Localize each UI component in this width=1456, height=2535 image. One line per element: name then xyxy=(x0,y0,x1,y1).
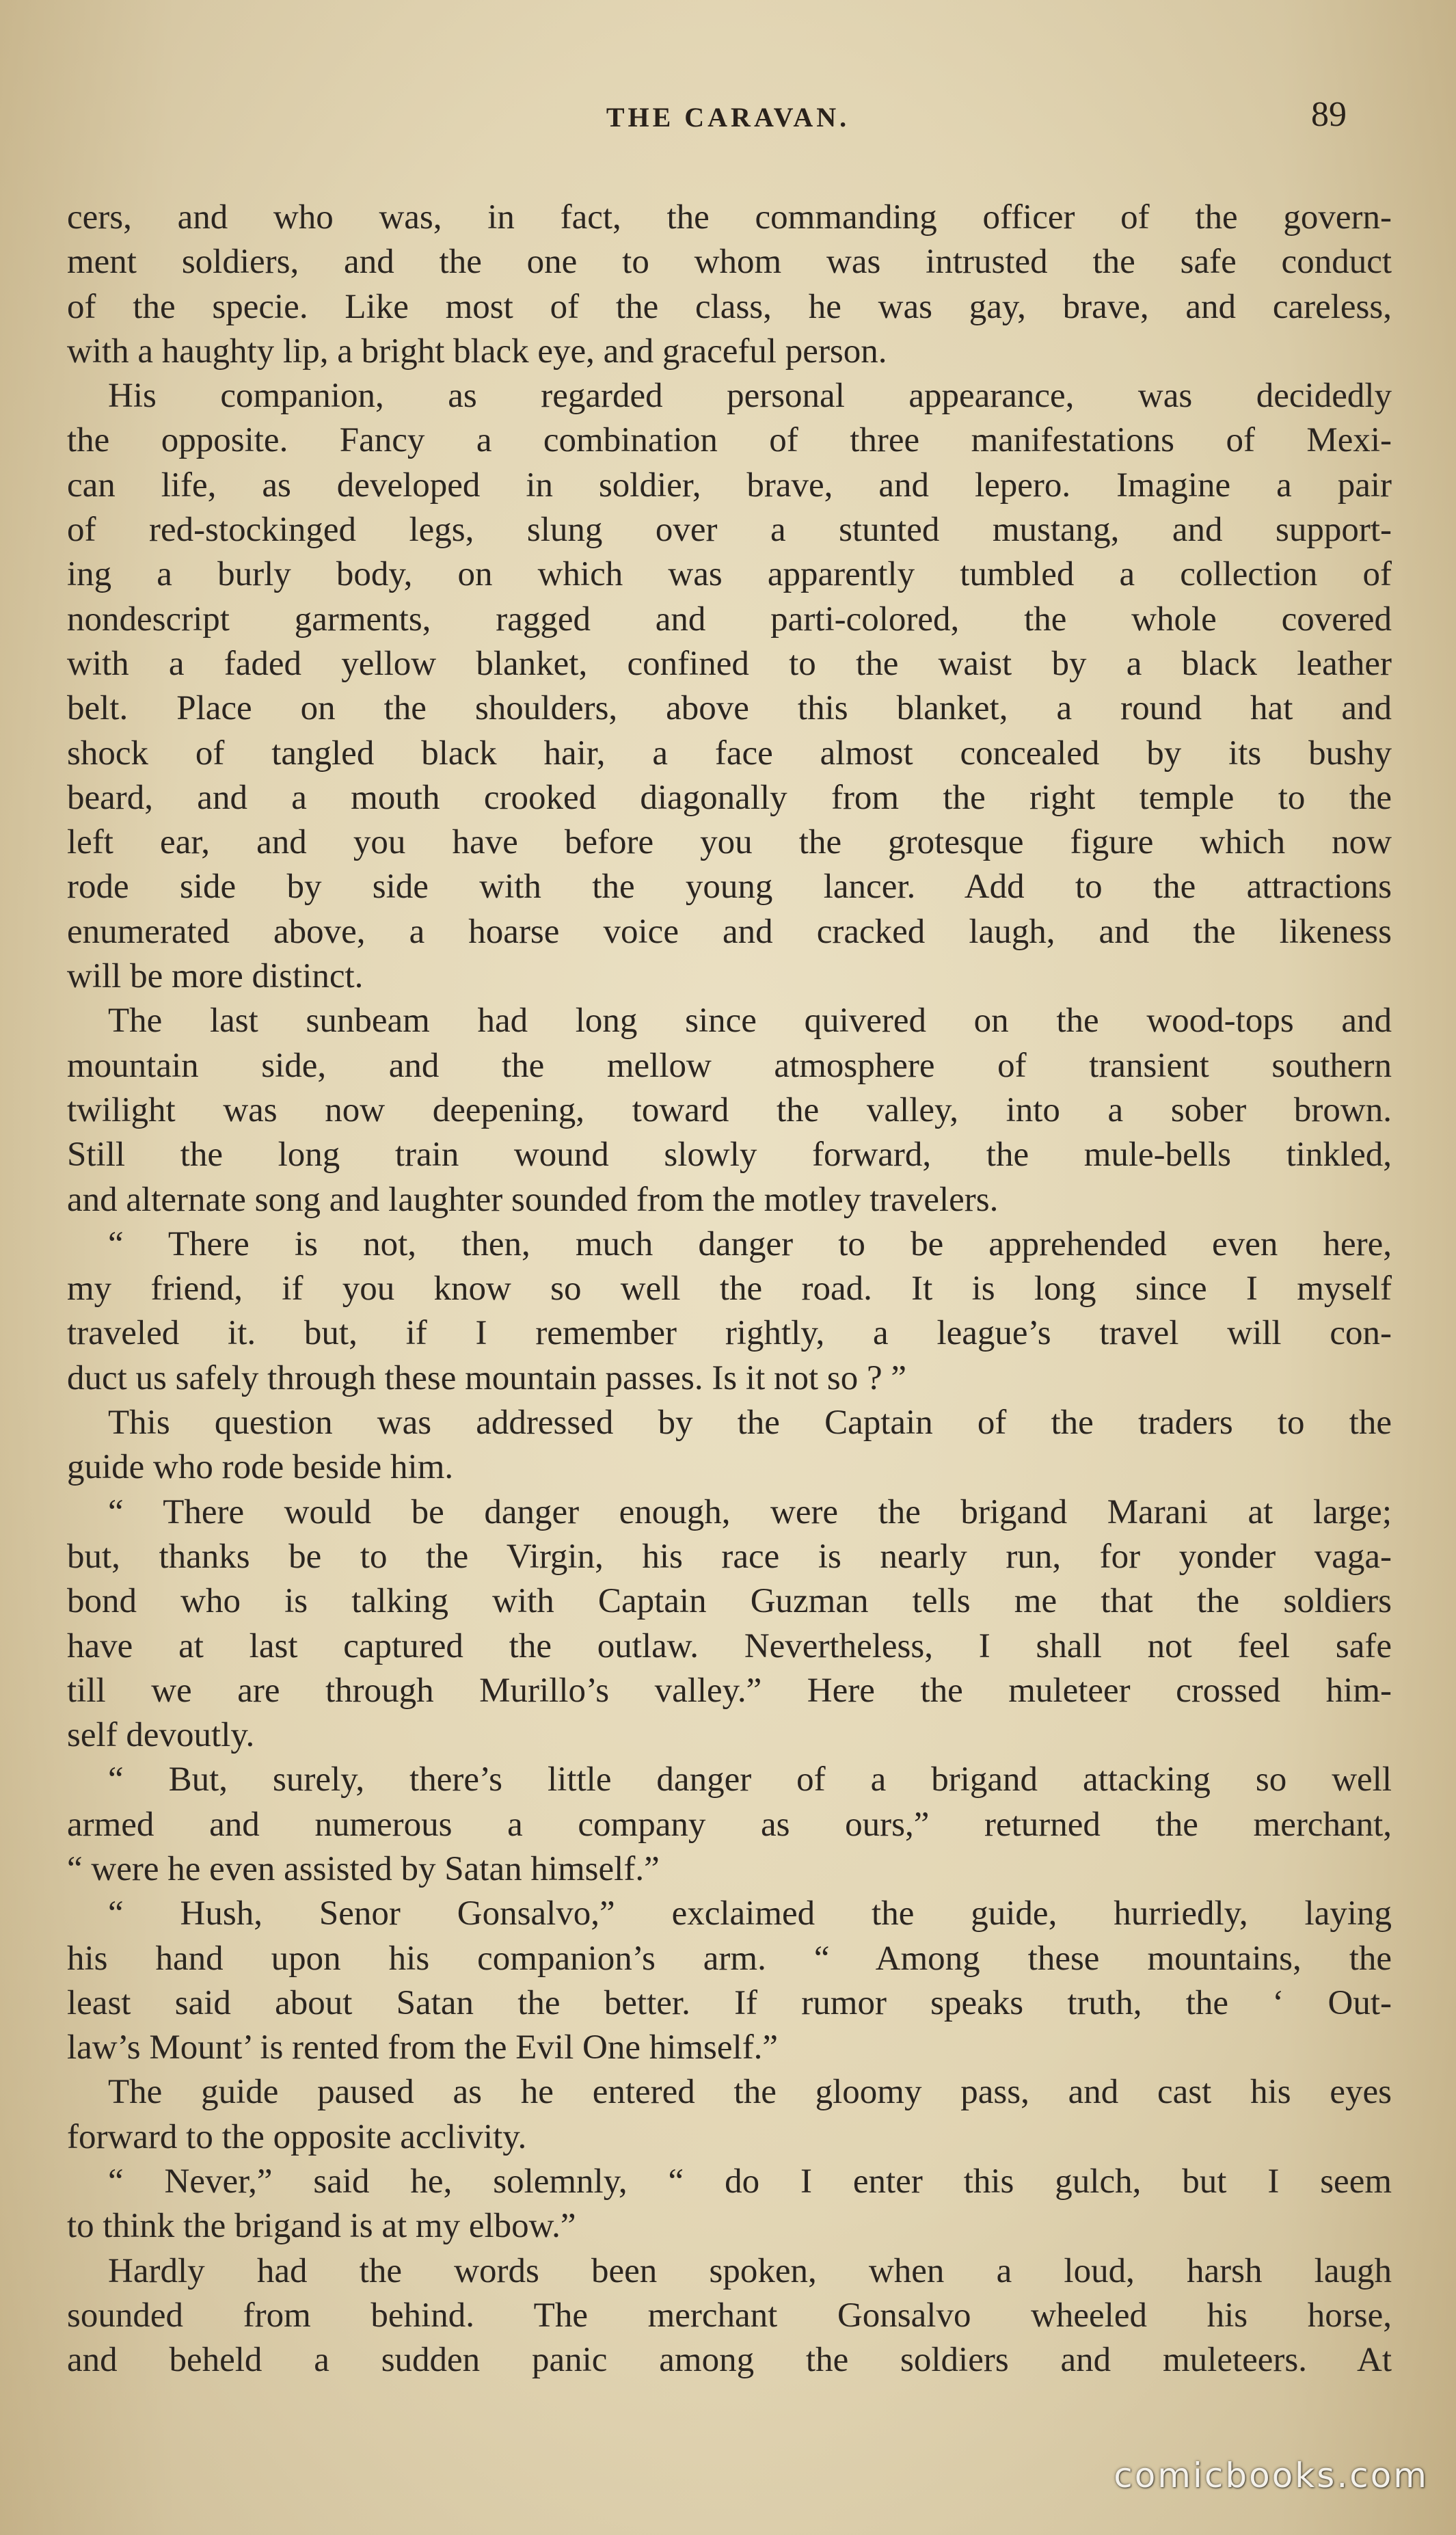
running-head xyxy=(68,94,1388,142)
text-line: least said about Satan the better. If rumor speaks truth, the ‘ Out- xyxy=(67,1983,1392,2022)
text-line: belt. Place on the shoulders, above this blanket, a round hat and xyxy=(67,689,1392,728)
text-line: “ There would be danger enough, were the brigand Marani at large; xyxy=(108,1492,1392,1531)
text-line: twilight was now deepening, toward the valley, into a sober brown. xyxy=(67,1090,1392,1129)
text-line: of the specie. Like most of the class, he was gay, brave, and careless, xyxy=(67,287,1392,326)
text-line: and alternate song and laughter sounded from the motley travelers. xyxy=(67,1180,999,1219)
text-line: “ But, surely, there’s little danger of a brigand attacking so well xyxy=(108,1760,1392,1799)
text-line: enumerated above, a hoarse voice and cracked laugh, and the likeness xyxy=(67,912,1392,951)
text-line: self devoutly. xyxy=(67,1716,255,1755)
text-line: law’s Mount’ is rented from the Evil One himself.” xyxy=(67,2028,779,2067)
text-line: and beheld a sudden panic among the soldiers and muleteers. At xyxy=(67,2341,1392,2380)
text-line: but, thanks be to the Virgin, his race is nearly run, for yonder vaga- xyxy=(67,1537,1392,1576)
text-line: “ Never,” said he, solemnly, “ do I enter this gulch, but I seem xyxy=(108,2162,1392,2201)
text-line: This question was addressed by the Captain of the traders to the xyxy=(108,1404,1392,1443)
text-line: armed and numerous a company as ours,” returned the merchant, xyxy=(67,1805,1392,1844)
page-number: 89 xyxy=(1311,95,1347,134)
text-line: His companion, as regarded personal appearance, was decidedly xyxy=(108,377,1392,416)
text-line: shock of tangled black hair, a face almost concealed by its bushy xyxy=(67,734,1392,773)
text-line: till we are through Murillo’s valley.” Here the muleteer crossed him- xyxy=(67,1671,1392,1710)
text-line: his hand upon his companion’s arm. “ Among these mountains, the xyxy=(67,1939,1392,1978)
text-line: ment soldiers, and the one to whom was intrusted the safe conduct xyxy=(67,243,1392,282)
text-line: traveled it. but, if I remember rightly, a league’s travel will con- xyxy=(67,1314,1392,1353)
text-line: left ear, and you have before you the grotesque figure which now xyxy=(67,823,1392,862)
text-line: rode side by side with the young lancer. Add to the attractions xyxy=(67,868,1392,907)
running-title: THE CARAVAN. xyxy=(606,102,850,133)
text-line: of red-stockinged legs, slung over a stunted mustang, and support- xyxy=(67,511,1392,550)
text-line: “ There is not, then, much danger to be apprehended even here, xyxy=(108,1224,1392,1263)
text-line: bond who is talking with Captain Guzman tells me that the soldiers xyxy=(67,1582,1392,1621)
text-line: guide who rode beside him. xyxy=(67,1448,454,1487)
text-line: sounded from behind. The merchant Gonsalvo wheeled his horse, xyxy=(67,2296,1392,2335)
text-line: cers, and who was, in fact, the commanding officer of the govern- xyxy=(67,198,1392,237)
text-line: to think the brigand is at my elbow.” xyxy=(67,2207,576,2246)
text-line: mountain side, and the mellow atmosphere of transient southern xyxy=(67,1046,1392,1085)
text-line: will be more distinct. xyxy=(67,957,364,996)
text-line: “ were he even assisted by Satan himself.” xyxy=(67,1849,660,1888)
text-line: have at last captured the outlaw. Nevertheless, I shall not feel safe xyxy=(67,1626,1392,1665)
text-line: beard, and a mouth crooked diagonally from the right temple to the xyxy=(67,778,1392,817)
text-line: the opposite. Fancy a combination of three manifestations of Mexi- xyxy=(67,421,1392,460)
text-line: Still the long train wound slowly forward, the mule-bells tinkled, xyxy=(67,1136,1392,1175)
text-line: The guide paused as he entered the gloomy pass, and cast his eyes xyxy=(108,2073,1392,2112)
text-line: can life, as developed in soldier, brave, and lepero. Imagine a pair xyxy=(67,466,1392,505)
text-line: “ Hush, Senor Gonsalvo,” exclaimed the guide, hurriedly, laying xyxy=(108,1894,1392,1933)
text-line: nondescript garments, ragged and parti-colored, the whole covered xyxy=(67,600,1392,639)
watermark: comicbooks.com xyxy=(1114,2456,1429,2495)
text-line: The last sunbeam had long since quivered on the wood-tops and xyxy=(108,1002,1392,1041)
text-line: my friend, if you know so well the road. It is long since I myself xyxy=(67,1270,1392,1309)
text-line: duct us safely through these mountain passes. Is it not so ? ” xyxy=(67,1358,907,1397)
text-line: forward to the opposite acclivity. xyxy=(67,2117,527,2156)
text-line: Hardly had the words been spoken, when a loud, harsh laugh xyxy=(108,2251,1392,2290)
text-line: with a faded yellow blanket, confined to the waist by a black leather xyxy=(67,644,1392,683)
text-line: ing a burly body, on which was apparently tumbled a collection of xyxy=(67,555,1392,594)
body-text xyxy=(67,196,1392,2383)
text-line: with a haughty lip, a bright black eye, and graceful person. xyxy=(67,332,887,371)
